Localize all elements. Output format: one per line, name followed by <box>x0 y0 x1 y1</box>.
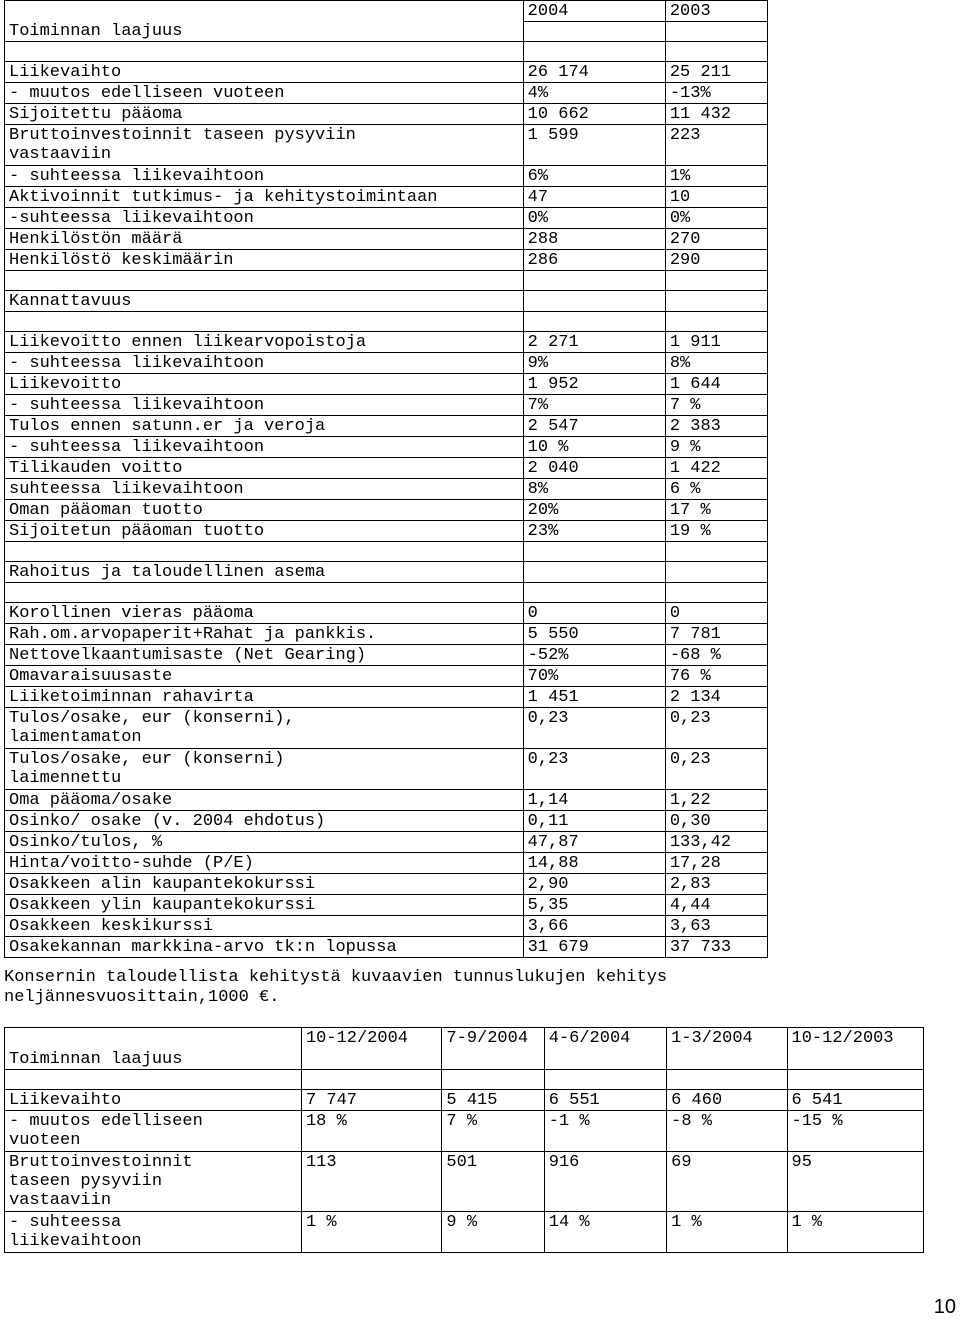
table-row <box>5 208 768 229</box>
value-cell: 0,30 <box>665 811 767 832</box>
section-row <box>5 291 768 312</box>
year-header: 2004 <box>523 1 665 22</box>
row-label: Osinko/tulos, % <box>5 832 524 853</box>
value-cell: 10 662 <box>523 104 665 125</box>
value-cell: 223 <box>665 125 767 166</box>
value-cell: 69 <box>667 1152 787 1212</box>
value-cell: 290 <box>665 250 767 271</box>
row-label: - suhteessa liikevaihtoon <box>5 353 524 374</box>
section-title: Toiminnan laajuus <box>5 1028 302 1070</box>
table-cell <box>523 42 665 62</box>
table-row <box>5 374 768 395</box>
table-row <box>5 395 768 416</box>
row-label: Omavaraisuusaste <box>5 666 524 687</box>
row-label: Oma pääoma/osake <box>5 790 524 811</box>
section-title: Toiminnan laajuus <box>5 1 524 42</box>
value-cell: 76 % <box>665 666 767 687</box>
row-label: Henkilöstön määrä <box>5 229 524 250</box>
table-row <box>5 603 768 624</box>
table-row <box>5 790 768 811</box>
value-cell: 47,87 <box>523 832 665 853</box>
row-label: Osakekannan markkina-arvo tk:n lopussa <box>5 937 524 958</box>
value-cell: 23% <box>523 521 665 542</box>
value-cell: 2 383 <box>665 416 767 437</box>
period-header: 4-6/2004 <box>544 1028 666 1070</box>
value-cell: 14,88 <box>523 853 665 874</box>
table-cell <box>667 1070 787 1090</box>
row-label: Sijoitettu pääoma <box>5 104 524 125</box>
value-cell: 1 451 <box>523 687 665 708</box>
row-label: Osinko/ osake (v. 2004 ehdotus) <box>5 811 524 832</box>
table-cell <box>5 583 524 603</box>
value-cell: 6 541 <box>787 1090 923 1111</box>
value-cell: 47 <box>523 187 665 208</box>
row-label: Aktivoinnit tutkimus- ja kehitystoimintaan <box>5 187 524 208</box>
table-row <box>5 187 768 208</box>
value-cell: 4% <box>523 83 665 104</box>
section-row <box>5 562 768 583</box>
value-cell: 6 460 <box>667 1090 787 1111</box>
value-cell: 916 <box>544 1152 666 1212</box>
table-cell <box>523 562 665 583</box>
value-cell: 7 % <box>442 1111 544 1152</box>
value-cell: 26 174 <box>523 62 665 83</box>
value-cell: -1 % <box>544 1111 666 1152</box>
row-label: Rah.om.arvopaperit+Rahat ja pankkis. <box>5 624 524 645</box>
row-label: Osakkeen ylin kaupantekokurssi <box>5 895 524 916</box>
table-cell <box>665 42 767 62</box>
header-row <box>5 1028 924 1070</box>
year-header: 2003 <box>665 1 767 22</box>
value-cell: 18 % <box>301 1111 441 1152</box>
table-cell <box>5 42 524 62</box>
header-row <box>5 1 768 22</box>
value-cell: 2 040 <box>523 458 665 479</box>
row-label: Osakkeen keskikurssi <box>5 916 524 937</box>
row-label: Tulos/osake, eur (konserni) laimennettu <box>5 749 524 790</box>
row-label: - muutos edelliseen vuoteen <box>5 1111 302 1152</box>
table-row <box>5 416 768 437</box>
value-cell: 95 <box>787 1152 923 1212</box>
value-cell: 1 % <box>787 1212 923 1253</box>
table-row <box>5 1111 924 1152</box>
value-cell: 31 679 <box>523 937 665 958</box>
period-header: 10-12/2003 <box>787 1028 923 1070</box>
table-row <box>5 874 768 895</box>
value-cell: 3,63 <box>665 916 767 937</box>
value-cell: 6% <box>523 166 665 187</box>
value-cell: 7 % <box>665 395 767 416</box>
value-cell: 0 <box>665 603 767 624</box>
table-cell <box>301 1070 441 1090</box>
table-cell <box>5 271 524 291</box>
value-cell: 37 733 <box>665 937 767 958</box>
spacer-row <box>5 542 768 562</box>
value-cell: 5 550 <box>523 624 665 645</box>
value-cell: 8% <box>665 353 767 374</box>
value-cell: 5 415 <box>442 1090 544 1111</box>
row-label: Hinta/voitto-suhde (P/E) <box>5 853 524 874</box>
value-cell: 1 % <box>301 1212 441 1253</box>
table-cell <box>523 583 665 603</box>
value-cell: -8 % <box>667 1111 787 1152</box>
value-cell: 0,23 <box>665 749 767 790</box>
value-cell: 2 134 <box>665 687 767 708</box>
table-row <box>5 1090 924 1111</box>
value-cell: 0% <box>665 208 767 229</box>
value-cell: -15 % <box>787 1111 923 1152</box>
table-row <box>5 62 768 83</box>
value-cell: 9 % <box>442 1212 544 1253</box>
table-cell <box>544 1070 666 1090</box>
table-row <box>5 895 768 916</box>
table-row <box>5 83 768 104</box>
table-row <box>5 937 768 958</box>
table-row <box>5 104 768 125</box>
value-cell: 7 747 <box>301 1090 441 1111</box>
row-label: - suhteessa liikevaihtoon <box>5 1212 302 1253</box>
value-cell: 8% <box>523 479 665 500</box>
table-row <box>5 332 768 353</box>
table-cell <box>665 562 767 583</box>
value-cell: 9 % <box>665 437 767 458</box>
table-cell <box>665 312 767 332</box>
value-cell: 1 644 <box>665 374 767 395</box>
table-row <box>5 166 768 187</box>
value-cell: -68 % <box>665 645 767 666</box>
table-row <box>5 521 768 542</box>
row-label: Bruttoinvestoinnit taseen pysyviin vastaaviin <box>5 1152 302 1212</box>
table-cell <box>787 1070 923 1090</box>
table-row <box>5 479 768 500</box>
value-cell: 1,14 <box>523 790 665 811</box>
row-label: suhteessa liikevaihtoon <box>5 479 524 500</box>
row-label: Oman pääoman tuotto <box>5 500 524 521</box>
value-cell: 4,44 <box>665 895 767 916</box>
period-header: 10-12/2004 <box>301 1028 441 1070</box>
table-row <box>5 916 768 937</box>
table-cell <box>5 1070 302 1090</box>
page-number: 10 <box>933 1296 956 1318</box>
table-cell <box>5 312 524 332</box>
table-cell <box>523 542 665 562</box>
row-label: Tulos/osake, eur (konserni), laimentamaton <box>5 708 524 749</box>
value-cell: 20% <box>523 500 665 521</box>
row-label: Liikevoitto <box>5 374 524 395</box>
table-row <box>5 437 768 458</box>
row-label: Tilikauden voitto <box>5 458 524 479</box>
table-cell <box>523 291 665 312</box>
value-cell: 286 <box>523 250 665 271</box>
value-cell: 288 <box>523 229 665 250</box>
value-cell: 25 211 <box>665 62 767 83</box>
value-cell: 9% <box>523 353 665 374</box>
spacer-row <box>5 271 768 291</box>
table-row <box>5 500 768 521</box>
row-label: Bruttoinvestoinnit taseen pysyviin vastaaviin <box>5 125 524 166</box>
value-cell: 501 <box>442 1152 544 1212</box>
table-row <box>5 1152 924 1212</box>
value-cell: 270 <box>665 229 767 250</box>
value-cell: 7% <box>523 395 665 416</box>
table-cell <box>523 271 665 291</box>
value-cell: 5,35 <box>523 895 665 916</box>
table-row <box>5 749 768 790</box>
value-cell: 133,42 <box>665 832 767 853</box>
section-title: Rahoitus ja taloudellinen asema <box>5 562 524 583</box>
row-label: Liikevaihto <box>5 1090 302 1111</box>
table-cell <box>665 291 767 312</box>
table-cell <box>665 583 767 603</box>
table-cell <box>5 542 524 562</box>
row-label: Henkilöstö keskimäärin <box>5 250 524 271</box>
value-cell: 1 % <box>667 1212 787 1253</box>
value-cell: 1 911 <box>665 332 767 353</box>
value-cell: 3,66 <box>523 916 665 937</box>
table-cell <box>665 542 767 562</box>
row-label: -suhteessa liikevaihtoon <box>5 208 524 229</box>
row-label: - suhteessa liikevaihtoon <box>5 437 524 458</box>
value-cell: 17,28 <box>665 853 767 874</box>
value-cell: -13% <box>665 83 767 104</box>
value-cell: 0,23 <box>665 708 767 749</box>
table-row <box>5 666 768 687</box>
table-cell <box>523 22 665 42</box>
value-cell: 10 <box>665 187 767 208</box>
table-row <box>5 624 768 645</box>
row-label: Nettovelkaantumisaste (Net Gearing) <box>5 645 524 666</box>
row-label: - suhteessa liikevaihtoon <box>5 395 524 416</box>
table-cell <box>665 22 767 42</box>
value-cell: 17 % <box>665 500 767 521</box>
table-row <box>5 229 768 250</box>
value-cell: 1,22 <box>665 790 767 811</box>
value-cell: 0% <box>523 208 665 229</box>
period-header: 1-3/2004 <box>667 1028 787 1070</box>
value-cell: 0,23 <box>523 708 665 749</box>
value-cell: 0 <box>523 603 665 624</box>
row-label: Osakkeen alin kaupantekokurssi <box>5 874 524 895</box>
row-label: Liikevaihto <box>5 62 524 83</box>
value-cell: 0,11 <box>523 811 665 832</box>
value-cell: 6 % <box>665 479 767 500</box>
value-cell: 7 781 <box>665 624 767 645</box>
value-cell: 1 599 <box>523 125 665 166</box>
table-row <box>5 1212 924 1253</box>
table-row <box>5 645 768 666</box>
row-label: Korollinen vieras pääoma <box>5 603 524 624</box>
table-cell <box>442 1070 544 1090</box>
spacer-row <box>5 312 768 332</box>
table-row <box>5 811 768 832</box>
table-row <box>5 832 768 853</box>
value-cell: 113 <box>301 1152 441 1212</box>
row-label: Sijoitetun pääoman tuotto <box>5 521 524 542</box>
value-cell: 19 % <box>665 521 767 542</box>
value-cell: 2 547 <box>523 416 665 437</box>
section-title: Kannattavuus <box>5 291 524 312</box>
table-row <box>5 125 768 166</box>
spacer-row <box>5 583 768 603</box>
table-row <box>5 250 768 271</box>
table-row <box>5 687 768 708</box>
spacer-row <box>5 1070 924 1090</box>
table-cell <box>523 312 665 332</box>
table-row <box>5 708 768 749</box>
value-cell: 1 952 <box>523 374 665 395</box>
value-cell: 2 271 <box>523 332 665 353</box>
value-cell: 11 432 <box>665 104 767 125</box>
row-label: - muutos edelliseen vuoteen <box>5 83 524 104</box>
value-cell: 14 % <box>544 1212 666 1253</box>
value-cell: 10 % <box>523 437 665 458</box>
table-row <box>5 458 768 479</box>
value-cell: 2,83 <box>665 874 767 895</box>
quarterly-caption: Konsernin taloudellista kehitystä kuvaavien tunnuslukujen kehitys neljännesvuosittain,1000 €. <box>4 968 668 1007</box>
table-cell <box>665 271 767 291</box>
value-cell: 6 551 <box>544 1090 666 1111</box>
row-label: Liiketoiminnan rahavirta <box>5 687 524 708</box>
spacer-row <box>5 42 768 62</box>
period-header: 7-9/2004 <box>442 1028 544 1070</box>
value-cell: 1 422 <box>665 458 767 479</box>
row-label: Tulos ennen satunn.er ja veroja <box>5 416 524 437</box>
value-cell: -52% <box>523 645 665 666</box>
row-label: Liikevoitto ennen liikearvopoistoja <box>5 332 524 353</box>
value-cell: 0,23 <box>523 749 665 790</box>
quarterly-key-figures-table <box>4 1027 924 1253</box>
table-row <box>5 353 768 374</box>
annual-key-figures-table <box>4 0 768 958</box>
value-cell: 2,90 <box>523 874 665 895</box>
value-cell: 1% <box>665 166 767 187</box>
table-row <box>5 853 768 874</box>
value-cell: 70% <box>523 666 665 687</box>
row-label: - suhteessa liikevaihtoon <box>5 166 524 187</box>
